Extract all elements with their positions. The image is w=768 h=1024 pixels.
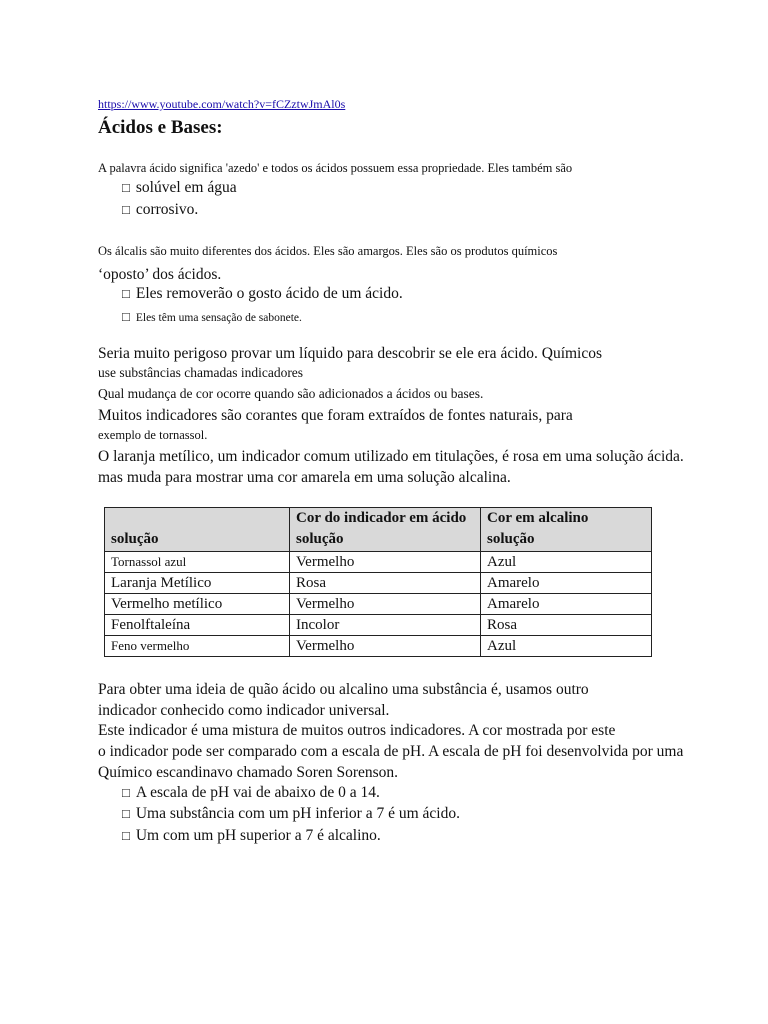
table-header: solução xyxy=(105,508,290,552)
indicator-paragraph-line1: Seria muito perigoso provar um líquido para descobrir se ele era ácido. Químicos xyxy=(98,345,603,362)
table-cell: Vermelho xyxy=(290,594,481,615)
table-cell: Azul xyxy=(481,636,652,657)
bullet-icon: □ xyxy=(122,828,130,843)
acid-paragraph: A palavra ácido significa 'azedo' e todos os ácidos possuem essa propriedade. Eles também são xyxy=(98,161,573,175)
table-cell: Amarelo xyxy=(481,594,652,615)
table-cell: Fenolftaleína xyxy=(105,615,290,636)
bullet-icon: □ xyxy=(122,785,130,800)
table-row xyxy=(105,573,652,594)
indicator-paragraph-line3: Qual mudança de cor ocorre quando são adicionados a ácidos ou bases. xyxy=(98,386,484,401)
acid-prop-item: □ solúvel em água xyxy=(122,179,237,196)
alkali-paragraph-line2: ‘oposto’ dos ácidos. xyxy=(98,266,222,283)
alkali-prop-item: □ Eles removerão o gosto ácido de um ácido. xyxy=(122,285,403,302)
universal-indicator-line3: Este indicador é uma mistura de muitos outros indicadores. A cor mostrada por este xyxy=(98,722,616,739)
methyl-orange-line2: mas muda para mostrar uma cor amarela em uma solução alcalina. xyxy=(98,469,511,486)
ph-point-item: □ Uma substância com um pH inferior a 7 é um ácido. xyxy=(122,805,460,822)
acid-prop-item: □ corrosivo. xyxy=(122,201,199,218)
video-link[interactable]: https://www.youtube.com/watch?v=fCZztwJmAl0s xyxy=(98,97,346,111)
natural-indicators-line1: Muitos indicadores são corantes que foram extraídos de fontes naturais, para xyxy=(98,407,573,424)
bullet-icon: □ xyxy=(122,202,130,217)
table-cell: Amarelo xyxy=(481,573,652,594)
table-cell: Feno vermelho xyxy=(105,636,290,657)
ph-point-item: □ A escala de pH vai de abaixo de 0 a 14. xyxy=(122,784,380,801)
universal-indicator-line2: indicador conhecido como indicador universal. xyxy=(98,702,390,719)
ph-point-item: □ Um com um pH superior a 7 é alcalino. xyxy=(122,827,381,844)
table-header: Cor do indicador em ácido solução xyxy=(290,508,481,552)
methyl-orange-line1: O laranja metílico, um indicador comum utilizado em titulações, é rosa em uma solução ácida. xyxy=(98,448,684,465)
table-row xyxy=(105,615,652,636)
table-cell: Rosa xyxy=(481,615,652,636)
universal-indicator-line1: Para obter uma ideia de quão ácido ou alcalino uma substância é, usamos outro xyxy=(98,681,589,698)
page-title: Ácidos e Bases: xyxy=(98,117,223,138)
table-cell: Azul xyxy=(481,552,652,573)
table-cell: Incolor xyxy=(290,615,481,636)
table-cell: Tornassol azul xyxy=(105,552,290,573)
bullet-icon: □ xyxy=(122,180,130,195)
table-header-row xyxy=(105,508,652,552)
table-cell: Laranja Metílico xyxy=(105,573,290,594)
bullet-icon: □ xyxy=(122,286,130,301)
bullet-icon: □ xyxy=(122,806,130,821)
table-row xyxy=(105,594,652,615)
table-row xyxy=(105,636,652,657)
bullet-icon: □ xyxy=(122,309,130,324)
universal-indicator-line4: o indicador pode ser comparado com a escala de pH. A escala de pH foi desenvolvida por uma xyxy=(98,743,684,760)
natural-indicators-line2: exemplo de tornassol. xyxy=(98,428,208,442)
table-cell: Vermelho xyxy=(290,552,481,573)
table-row xyxy=(105,552,652,573)
table-cell: Vermelho xyxy=(290,636,481,657)
indicator-table xyxy=(104,507,652,657)
table-header: Cor em alcalino solução xyxy=(481,508,652,552)
indicator-paragraph-line2: use substâncias chamadas indicadores xyxy=(98,365,304,380)
universal-indicator-line5: Químico escandinavo chamado Soren Sorenson. xyxy=(98,764,399,781)
table-cell: Rosa xyxy=(290,573,481,594)
alkali-paragraph-line1: Os álcalis são muito diferentes dos ácidos. Eles são amargos. Eles são os produtos químicos xyxy=(98,244,558,258)
alkali-prop-item: □ Eles têm uma sensação de sabonete. xyxy=(122,309,302,324)
table-cell: Vermelho metílico xyxy=(105,594,290,615)
